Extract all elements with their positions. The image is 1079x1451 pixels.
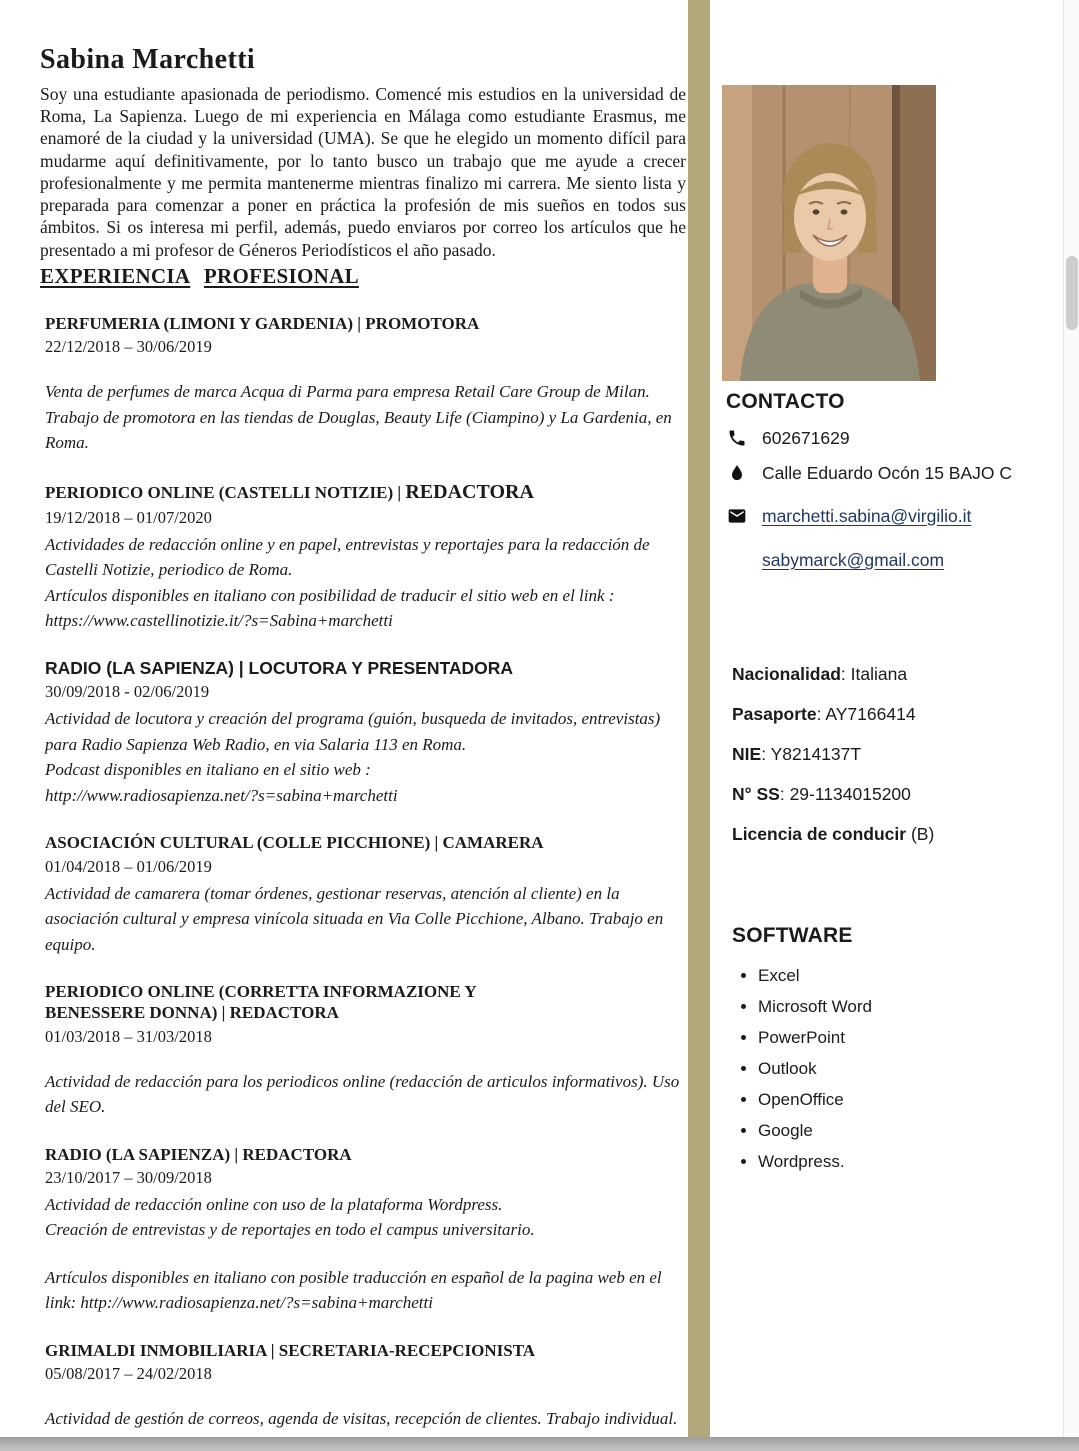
detail-licencia [732,824,1052,845]
job-description-paragraph: Actividades de redacción online y en papel, entrevistas y reportajes para la redacción de Castelli Notizie, periodico de Roma. [45,534,650,579]
detail-value: : 29-1134015200 [779,784,911,804]
software-heading: SOFTWARE [732,924,853,947]
detail-pasaporte [732,704,1052,725]
job-description [45,706,686,808]
detail-value: : AY7166414 [816,704,916,724]
experience-entry-castelli-notizie [40,480,686,634]
phone-number: 602671629 [762,427,850,448]
job-dates: 01/03/2018 – 31/03/2018 [45,1026,212,1046]
software-item: • Excel [758,966,1052,986]
job-title [45,480,686,505]
detail-value: : Y8214137T [761,744,862,764]
contact-email-row [726,505,1056,527]
job-description [45,881,686,958]
address-text: Calle Eduardo Ocón 15 BAJO C [762,462,1012,483]
job-title: ASOCIACIÓN CULTURAL (COLLE PICCHIONE) | CAMARERA [45,833,544,853]
section-title-experiencia-profesional [40,264,686,289]
job-title: RADIO (LA SAPIENZA) | LOCUTORA Y PRESENTADORA [45,657,514,678]
personal-details-section [732,664,1052,864]
job-dates: 01/04/2018 – 01/06/2019 [45,856,212,876]
cv-main-column [40,44,686,1432]
vertical-scrollbar[interactable] [1063,0,1079,1437]
profile-photo [722,85,936,381]
cv-sidebar [710,0,1063,1437]
job-description [45,1406,686,1432]
job-dates: 22/12/2018 – 30/06/2019 [45,337,212,356]
job-dates: 23/10/2017 – 30/09/2018 [45,1167,212,1187]
experience-entry-perfumeria [40,313,686,456]
experience-entry-radio-locutora [40,658,686,809]
software-item: • Outlook [758,1059,1052,1079]
job-description [45,532,686,634]
section-title-word1: EXPERIENCIA [40,263,191,288]
job-description [45,1069,686,1120]
software-item: • OpenOffice [758,1090,1052,1110]
job-description-paragraph: Podcast disponibles en italiano en el sitio web : [45,760,371,780]
job-description-paragraph: Creación de entrevistas y de reportajes en todo el campus universitario. [45,1220,535,1240]
contact-address-row [726,462,1056,484]
job-title: GRIMALDI INMOBILIARIA | SECRETARIA-RECEPCIONISTA [45,1340,536,1360]
job-description-paragraph: Actividad de camarera (tomar órdenes, gestionar reservas, atención al cliente) en la asociación cultural y empresa vinícola situada en Via Colle Picchione, Albano. Trabajo en equipo. [45,883,664,954]
envelope-icon [726,505,748,527]
job-description [45,379,686,456]
job-title: RADIO (LA SAPIENZA) | REDACTORA [45,1144,352,1164]
job-description-paragraph: Actividad de locutora y creación del programa (guión, busqueda de invitados, entrevistas) para Radio Sapienza Web Radio, en via Salaria 113 en Roma. [45,709,661,754]
detail-nie [732,744,1052,765]
job-description-paragraph: Actividad de redacción para los periodicos online (redacción de articulos informativos). Uso del SEO. [45,1071,680,1117]
detail-value: (B) [906,824,935,844]
detail-nacionalidad [732,664,1052,685]
detail-label: Pasaporte [732,704,817,724]
job-description-paragraph: Artículos disponibles en italiano con posibilidad de traducir el sitio web en el link : https://www.castellinotizie.it/?s=Sabina+marchetti [45,585,615,630]
phone-icon [726,427,748,449]
experience-entry-grimaldi [40,1340,686,1432]
job-dates: 05/08/2017 – 24/02/2018 [45,1364,212,1384]
contact-heading: CONTACTO [726,390,845,413]
contact-phone-row [726,427,1056,449]
job-dates: 30/09/2018 - 02/06/2019 [45,682,210,702]
job-description-paragraph: Artículos disponibles en italiano con posible traducción en español de la pagina web en el link: http://www.radiosapienza.net/?s=sabina+marchetti [45,1267,662,1313]
software-section [732,924,1052,1183]
job-title: PERFUMERIA (LIMONI Y GARDENIA) | PROMOTORA [45,313,480,333]
detail-nss [732,784,1052,805]
intro-paragraph: Soy una estudiante apasionada de periodismo. Comencé mis estudios en la universidad de Roma, La Sapienza. Luego de mi experiencia en Málaga como estudiante Erasmus, me enamoré de la ciudad y la universidad (UMA). Se que he elegido un momento difícil para mudarme aquí definitivamente, por lo tanto busco un trabajo que me ayude a crecer profesionalmente y me permita mantenerme mientras finalizo mi carrera. Me siento lista y preparada para comenzar a poner en práctica la profesión de mis sueños en todos sus ámbitos. Si os interesa mi perfil, además, puedo enviaros por correo los artículos que he presentado a mi profesor de Géneros Periodísticos el año pasado. [40,84,686,260]
detail-value: : Italiana [840,664,908,684]
job-dates: 19/12/2018 – 01/07/2020 [45,507,212,527]
job-title: PERIODICO ONLINE (CORRETTA INFORMAZIONE Y BENESSERE DONNA) | REDACTORA [45,982,477,1023]
detail-label: Nacionalidad [732,664,841,684]
person-illustration [722,85,936,381]
section-title-word2: PROFESIONAL [203,263,359,288]
detail-label: NIE [732,744,762,764]
software-item: • Google [758,1121,1052,1141]
experience-entry-radio-redactora [40,1144,686,1316]
experience-entry-colle-picchione [40,832,686,957]
person-name: Sabina Marchetti [40,44,256,75]
job-description-paragraph: Actividad de gestión de correos, agenda de visitas, recepción de clientes. Trabajo individual. [45,1409,678,1429]
job-description-paragraph: Actividad de redacción online con uso de la plataforma Wordpress. [45,1194,503,1214]
detail-label: Licencia de conducir [732,824,907,844]
software-item: • PowerPoint [758,1028,1052,1048]
contact-section [726,390,1056,571]
contact-email-secondary-row [726,550,1056,571]
job-title-prefix: PERIODICO ONLINE (CASTELLI NOTIZIE) | [45,482,406,502]
email-link-secondary[interactable]: sabymarck@gmail.com [762,550,945,570]
job-title-emphasis: REDACTORA [405,480,534,503]
software-item: • Wordpress. [758,1152,1052,1172]
email-link-primary[interactable]: marchetti.sabina@virgilio.it [762,505,972,526]
software-item: • Microsoft Word [758,997,1052,1017]
vertical-accent-strip [688,0,710,1437]
job-description-paragraph: http://www.radiosapienza.net/?s=sabina+marchetti [45,785,398,805]
detail-label: N° SS [732,784,780,804]
location-pin-icon [726,462,748,484]
software-list [732,966,1052,1172]
scrollbar-thumb[interactable] [1066,256,1078,330]
bottom-window-bar [0,1437,1079,1451]
job-description-paragraph: Venta de perfumes de marca Acqua di Parma para empresa Retail Care Group de Milan. Trabajo de promotora en las tiendas de Douglas, Beauty Life (Ciampino) y La Gardenia, en Roma. [45,382,672,452]
experience-entry-corretta-informazione [40,981,686,1120]
job-description [45,1192,686,1316]
